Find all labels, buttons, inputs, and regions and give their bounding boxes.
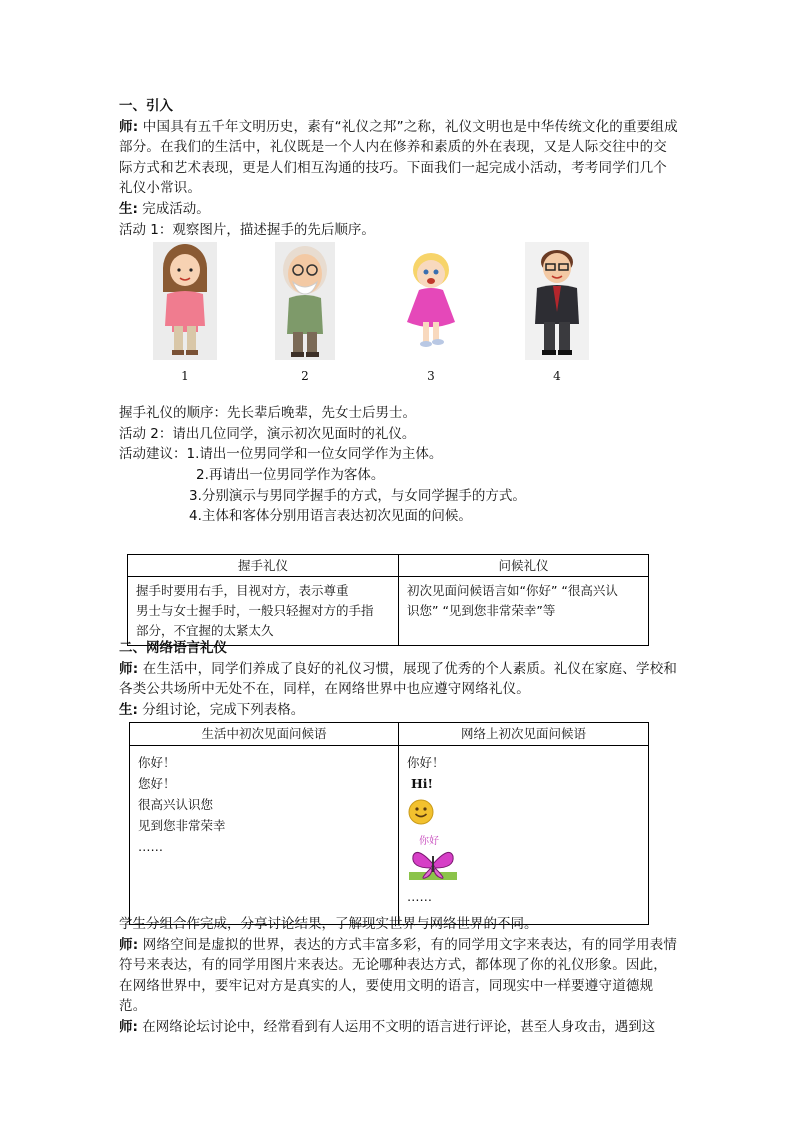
- cell-line: 握手时要用右手，目视对方，表示尊重: [136, 583, 349, 598]
- table-header: 问候礼仪: [399, 555, 649, 577]
- section-summary: [119, 914, 679, 1038]
- suggestion-4: 4.主体和客体分别用语言表达初次见面的问候。: [189, 508, 472, 525]
- section-intro: [119, 96, 679, 527]
- paragraph-teacher-virtual: [119, 935, 679, 1017]
- figure-elder: [265, 242, 345, 387]
- suggestion-label: 活动建议：: [119, 446, 187, 463]
- activity-1: 活动 1：观察图片，描述握手的先后顺序。: [119, 221, 375, 238]
- cell-line: ……: [138, 839, 163, 854]
- cell-line: 见到您非常荣幸: [138, 818, 226, 833]
- suggestion-item: 1.请出一位男同学和一位女同学作为主体。: [186, 446, 443, 463]
- paragraph-text: 在网络论坛讨论中，经常看到有人运用不文明的语言进行评论，甚至人身攻击，遇到这: [137, 1018, 656, 1035]
- cell-line: Hi!: [411, 776, 434, 791]
- figure-number: 2: [301, 369, 309, 384]
- butterfly-icon: [407, 846, 459, 882]
- paragraph-teacher-intro: [119, 117, 679, 199]
- heading-intro: 一、引入: [119, 98, 173, 114]
- table-cell-greeting: [399, 577, 649, 646]
- cell-line: 部分，不宜握的太紧太久: [136, 623, 274, 638]
- figure-number: 4: [553, 369, 561, 384]
- speaker-teacher: 师:: [119, 936, 139, 953]
- butterfly-text: 你好: [419, 836, 439, 847]
- paragraph-student: [119, 700, 679, 721]
- cell-line: 很高兴认识您: [138, 797, 214, 812]
- paragraph-text: 完成活动。: [137, 200, 210, 217]
- speaker-student: 生:: [119, 701, 138, 718]
- man-illustration: [517, 242, 597, 360]
- paragraph-student: [119, 199, 679, 220]
- figure-man: [517, 242, 597, 387]
- suggestion-1: [119, 444, 679, 465]
- cell-line: 您好！: [138, 776, 176, 791]
- paragraph-text: 网络空间是虚拟的世界，表达的方式丰富多彩，有的同学用文字来表达，有的同学用表情符号来表达，有的同学用图片来表达。无论哪种表达方式，都体现了你的礼仪形象。因此，在网络世界中，要牢记对方是真实的人，要使用文明的语言，同现实中一样要遵守道德规范。: [119, 936, 678, 1015]
- smiley-emoji: [407, 794, 640, 832]
- etiquette-table: [127, 554, 649, 646]
- table-header: 网络上初次见面问候语: [399, 723, 649, 746]
- table-header-row: [130, 723, 649, 746]
- paragraph-teacher-forum: [119, 1017, 679, 1038]
- speaker-student: 生:: [119, 200, 138, 217]
- greeting-table: [129, 722, 649, 925]
- cell-line: 男士与女士握手时，一般只轻握对方的手指: [136, 603, 374, 618]
- section-network: [119, 638, 679, 720]
- cell-line: 识您” “见到您非常荣幸”等: [407, 603, 556, 618]
- figure-woman: [145, 242, 225, 387]
- woman-illustration: [145, 242, 225, 360]
- speaker-teacher: 师:: [119, 1018, 138, 1035]
- paragraph-text: 分组讨论，完成下列表格。: [137, 701, 305, 718]
- table-cell-online: [399, 746, 649, 925]
- figure-number: 3: [427, 369, 435, 384]
- table-cell-handshake: [128, 577, 399, 646]
- cell-line: 你好！: [138, 755, 176, 770]
- paragraph-summary: 学生分组合作完成，分享讨论结果，了解现实世界与网络世界的不同。: [119, 916, 538, 932]
- table-header-row: [128, 555, 649, 577]
- cell-line: ……: [407, 889, 432, 904]
- cell-line: 你好！: [407, 755, 445, 770]
- handshake-figures: [119, 242, 679, 397]
- figure-number: 1: [181, 369, 189, 384]
- butterfly-greeting: [407, 836, 459, 882]
- table-cell-real-life: [130, 746, 399, 925]
- table-header: 握手礼仪: [128, 555, 399, 577]
- heading-network: 二、网络语言礼仪: [119, 640, 227, 656]
- table-row: [130, 746, 649, 925]
- paragraph-text: 在生活中，同学们养成了良好的礼仪习惯，展现了优秀的个人素质。礼仪在家庭、学校和各类公共场所中无处不在，同样，在网络世界中也应遵守网络礼仪。: [119, 660, 678, 698]
- suggestion-2: 2.再请出一位男同学作为客体。: [196, 466, 385, 483]
- cell-line: 初次见面问候语言如“你好” “很高兴认: [407, 583, 618, 598]
- suggestion-3: 3.分别演示与男同学握手的方式，与女同学握手的方式。: [189, 487, 526, 504]
- paragraph-text: 中国具有五千年文明历史，素有“礼仪之邦”之称，礼仪文明也是中华传统文化的重要组成部分。在我们的生活中，礼仪既是一个人内在修养和素质的外在表现，又是人际交往中的交际方式和艺术表现，更是人们相互沟通的技巧。下面我们一起完成小活动，考考同学们几个礼仪小常识。: [119, 118, 678, 197]
- girl-illustration: [391, 242, 471, 360]
- speaker-teacher: 师:: [119, 118, 139, 135]
- handshake-order: 握手礼仪的顺序：先长辈后晚辈，先女士后男士。: [119, 405, 416, 422]
- activity-2: 活动 2：请出几位同学，演示初次见面时的礼仪。: [119, 425, 416, 442]
- paragraph-teacher-network: [119, 659, 679, 700]
- table-header: 生活中初次见面问候语: [130, 723, 399, 746]
- figure-girl: [391, 242, 471, 387]
- table-row: [128, 577, 649, 646]
- smiley-icon: [407, 798, 435, 826]
- elder-illustration: [265, 242, 345, 360]
- speaker-teacher: 师:: [119, 660, 139, 677]
